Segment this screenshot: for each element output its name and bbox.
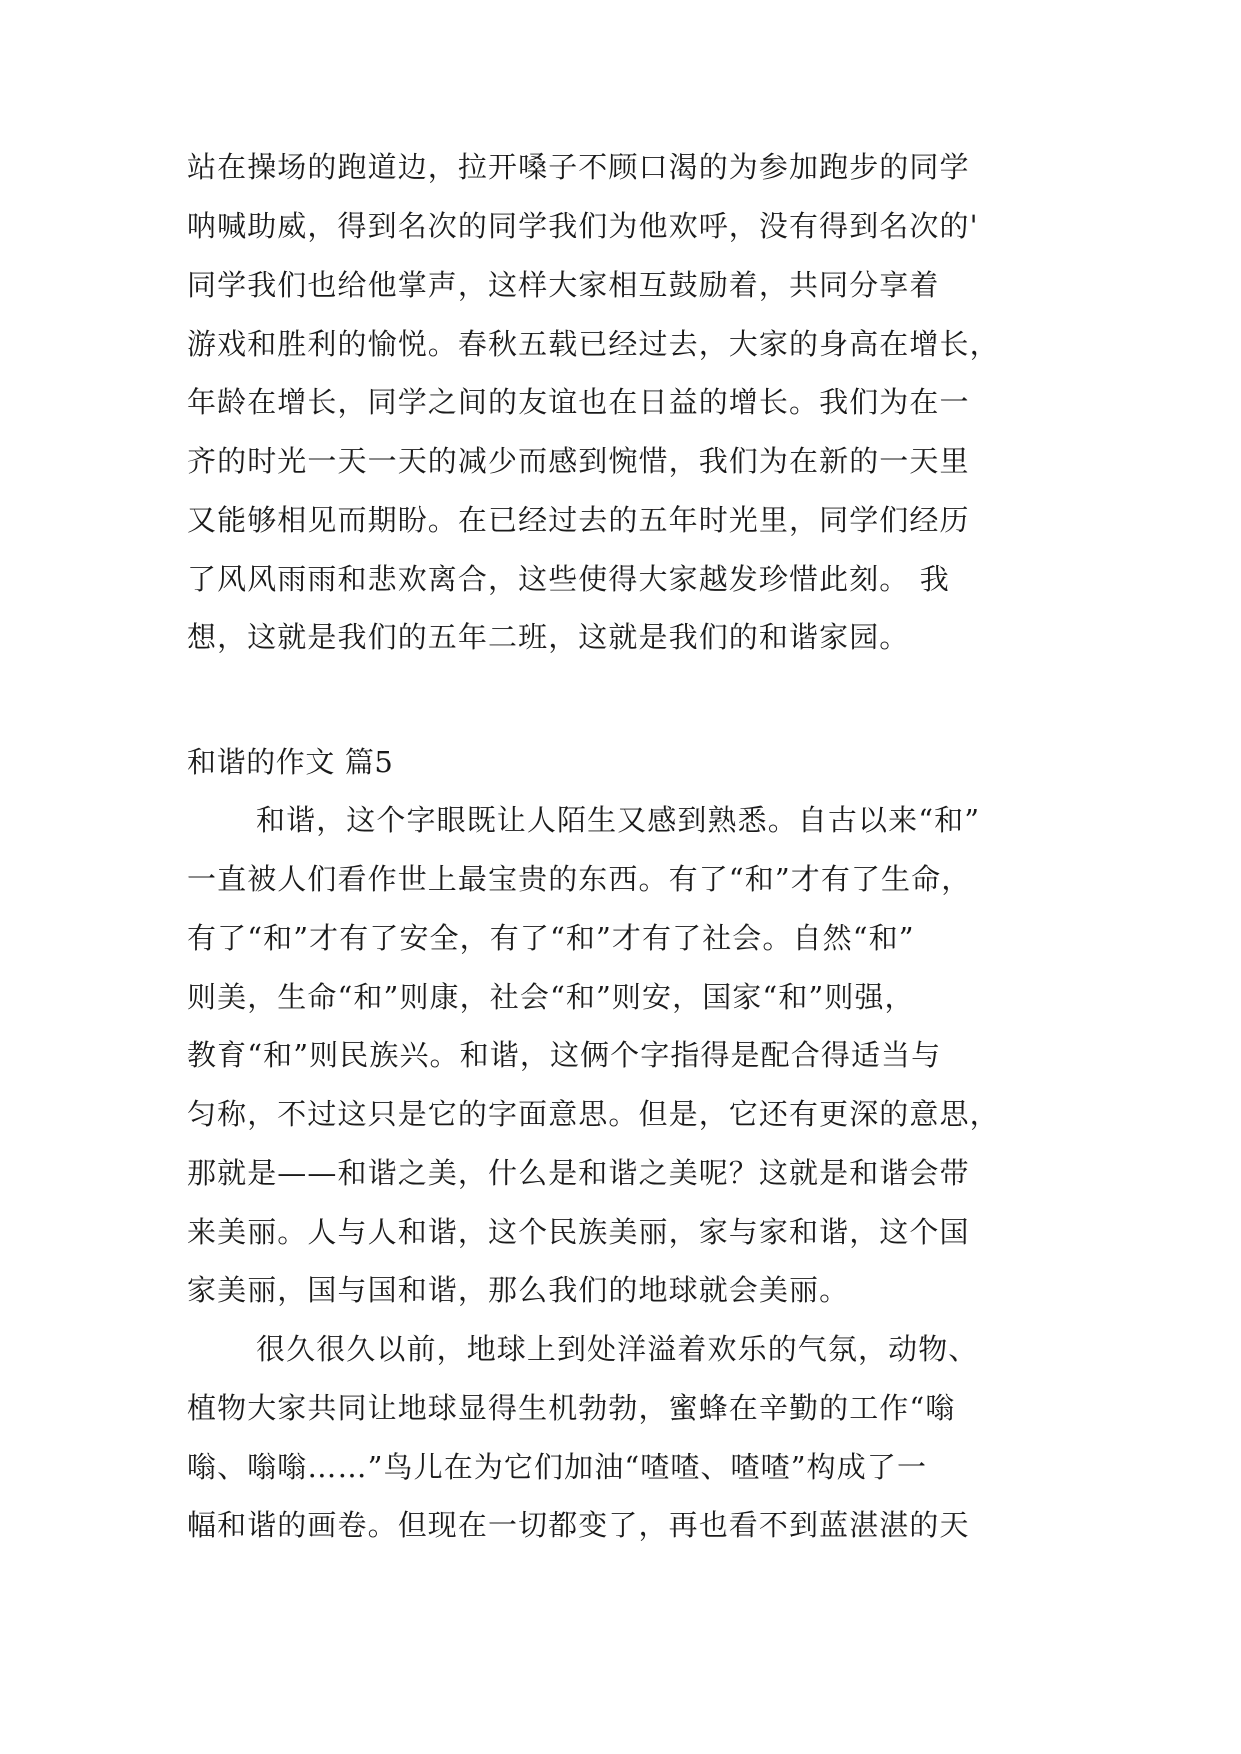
paragraph-line: 一直被人们看作世上最宝贵的东西。有了“和”才有了生命， — [187, 862, 972, 896]
paragraph-line: 幅和谐的画卷。但现在一切都变了，再也看不到蓝湛湛的天 — [187, 1508, 970, 1542]
paragraph-line: 了风风雨雨和悲欢离合，这些使得大家越发珍惜此刻。 我 — [187, 562, 950, 596]
paragraph-line: 来美丽。人与人和谐，这个民族美丽，家与家和谐，这个国 — [187, 1215, 970, 1249]
paragraph-line: 想，这就是我们的五年二班，这就是我们的和谐家园。 — [187, 620, 910, 654]
paragraph-line: 匀称，不过这只是它的字面意思。但是，它还有更深的意思， — [187, 1097, 1000, 1131]
paragraph-line: 齐的时光一天一天的减少而感到惋惜，我们为在新的一天里 — [187, 444, 970, 478]
paragraph-line: 呐喊助威，得到名次的同学我们为他欢呼，没有得到名次的' — [187, 209, 979, 243]
section-heading: 和谐的作文 篇5 — [187, 745, 394, 779]
paragraph-line: 那就是——和谐之美，什么是和谐之美呢？这就是和谐会带 — [187, 1156, 970, 1190]
paragraph-line: 同学我们也给他掌声，这样大家相互鼓励着，共同分享着 — [187, 268, 940, 302]
paragraph-line: 则美，生命“和”则康，社会“和”则安，国家“和”则强， — [187, 980, 915, 1014]
paragraph-line: 植物大家共同让地球显得生机勃勃，蜜蜂在辛勤的工作“嗡 — [187, 1391, 956, 1425]
paragraph-line: 嗡、嗡嗡……”鸟儿在为它们加油“喳喳、喳喳”构成了一 — [187, 1450, 928, 1484]
paragraph-line: 站在操场的跑道边，拉开嗓子不顾口渴的为参加跑步的同学 — [187, 150, 970, 184]
paragraph-line: 家美丽，国与国和谐，那么我们的地球就会美丽。 — [187, 1273, 850, 1307]
paragraph-line: 年龄在增长，同学之间的友谊也在日益的增长。我们为在一 — [187, 385, 970, 419]
paragraph-line: 很久很久以前，地球上到处洋溢着欢乐的气氛，动物、 — [256, 1332, 979, 1366]
paragraph-line: 有了“和”才有了安全，有了“和”才有了社会。自然“和” — [187, 921, 915, 955]
paragraph-line: 又能够相见而期盼。在已经过去的五年时光里，同学们经历 — [187, 503, 970, 537]
paragraph-line: 和谐，这个字眼既让人陌生又感到熟悉。自古以来“和” — [256, 803, 981, 837]
paragraph-line: 游戏和胜利的愉悦。春秋五载已经过去，大家的身高在增长， — [187, 327, 1000, 361]
paragraph-line: 教育“和”则民族兴。和谐，这俩个字指得是配合得适当与 — [187, 1038, 942, 1072]
